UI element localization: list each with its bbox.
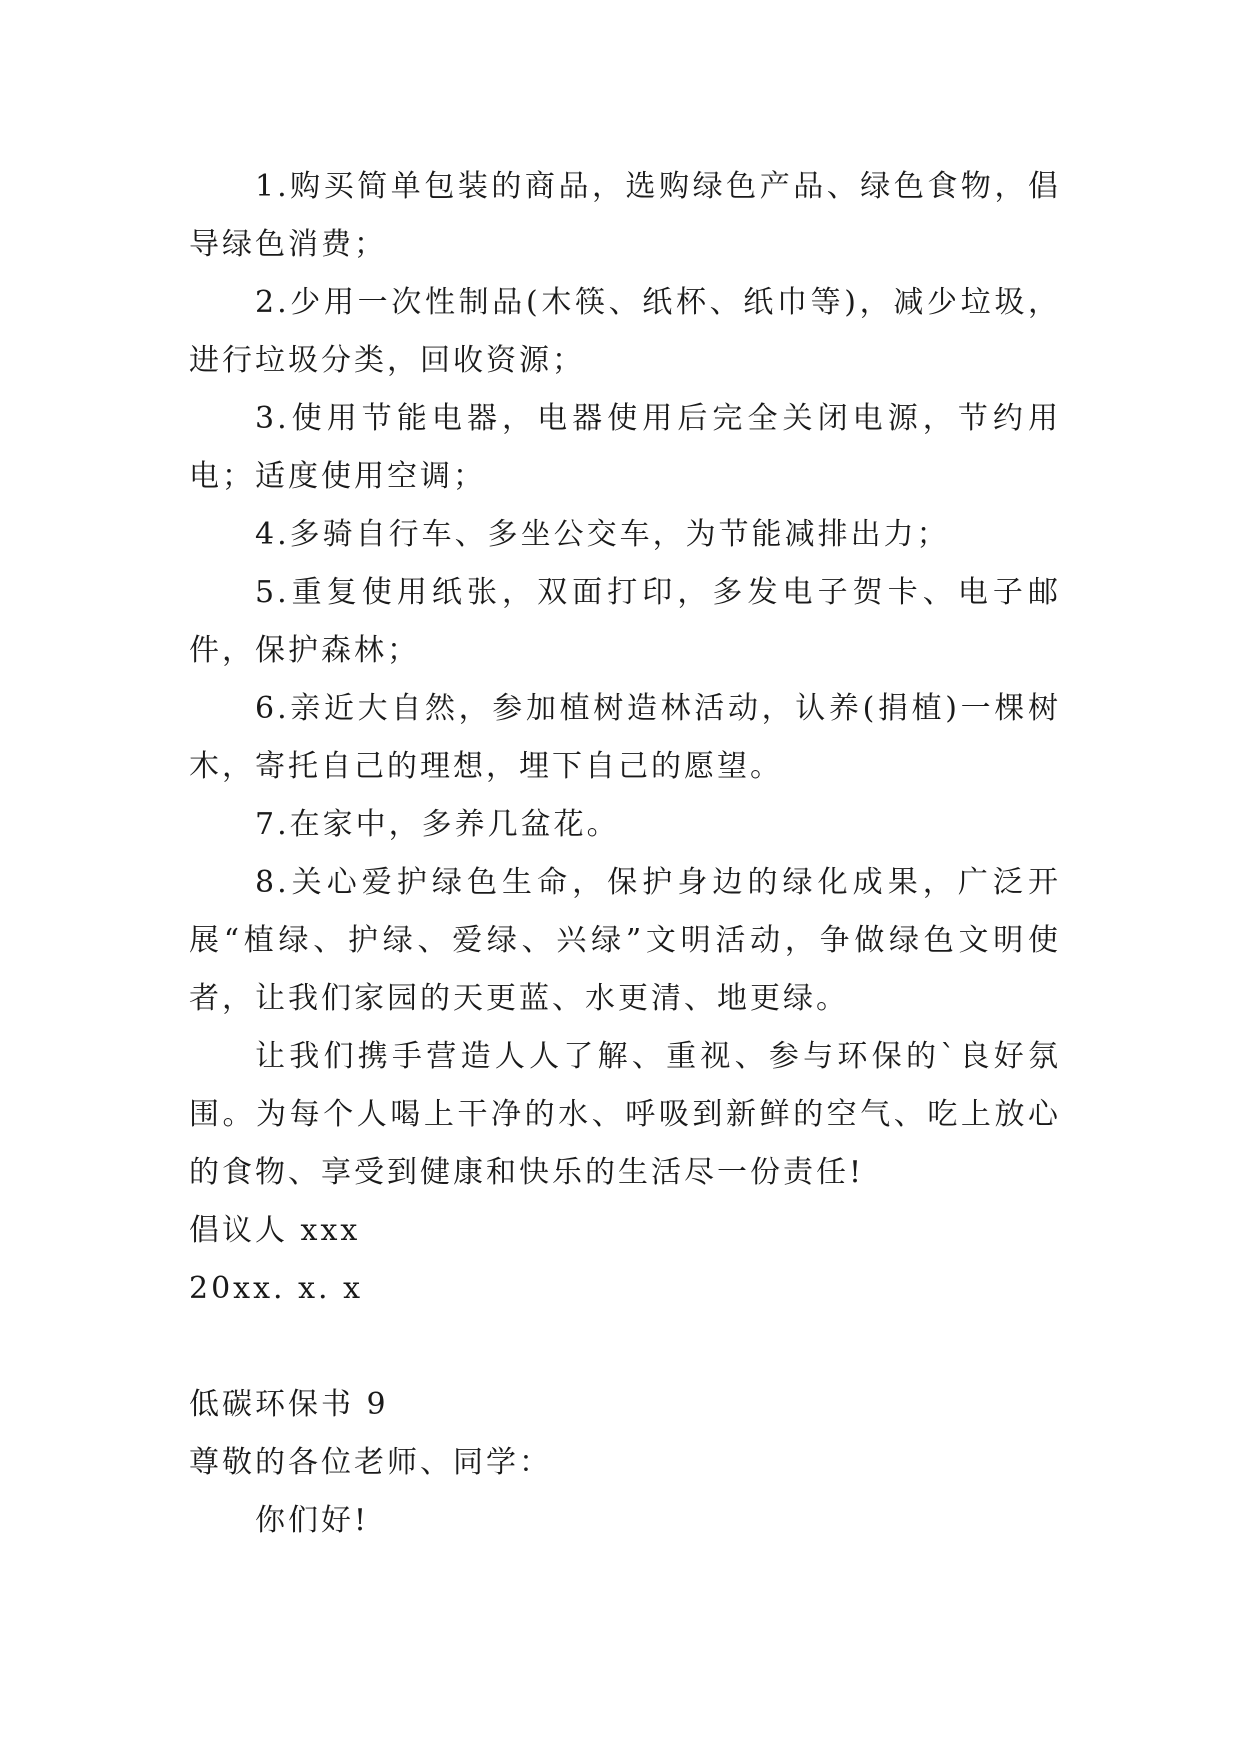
list-item-7: 7.在家中，多养几盆花。 (255, 807, 620, 842)
section-gap (189, 1318, 1061, 1376)
list-item-5: 5.重复使用纸张，双面打印，多发电子贺卡、电子邮件，保护森林； (189, 575, 1061, 668)
section-title: 低碳环保书 9 (189, 1387, 389, 1422)
signature: 倡议人 xxx (189, 1213, 361, 1248)
date: 20xx. x. x (189, 1271, 363, 1306)
list-item-1: 1.购买简单包装的商品，选购绿色产品、绿色食物，倡导绿色消费； (189, 169, 1061, 262)
document-body (189, 158, 1061, 1550)
salutation: 尊敬的各位老师、同学： (189, 1445, 552, 1480)
closing-paragraph: 让我们携手营造人人了解、重视、参与环保的`良好氛围。为每个人喝上干净的水、呼吸到新鲜的空气、吃上放心的食物、享受到健康和快乐的生活尽一份责任! (189, 1039, 1061, 1190)
list-item-8: 8.关心爱护绿色生命，保护身边的绿化成果，广泛开展“植绿、护绿、爱绿、兴绿”文明活动，争做绿色文明使者，让我们家园的天更蓝、水更清、地更绿。 (189, 865, 1061, 1016)
list-item-6: 6.亲近大自然，参加植树造林活动，认养(捐植)一棵树木，寄托自己的理想，埋下自己的愿望。 (189, 691, 1061, 784)
list-item-4: 4.多骑自行车、多坐公交车，为节能减排出力； (255, 517, 950, 552)
list-item-2: 2.少用一次性制品(木筷、纸杯、纸巾等)，减少垃圾，进行垃圾分类，回收资源； (189, 285, 1061, 378)
list-item-3: 3.使用节能电器，电器使用后完全关闭电源，节约用电；适度使用空调； (189, 401, 1061, 494)
greeting: 你们好! (255, 1503, 370, 1538)
